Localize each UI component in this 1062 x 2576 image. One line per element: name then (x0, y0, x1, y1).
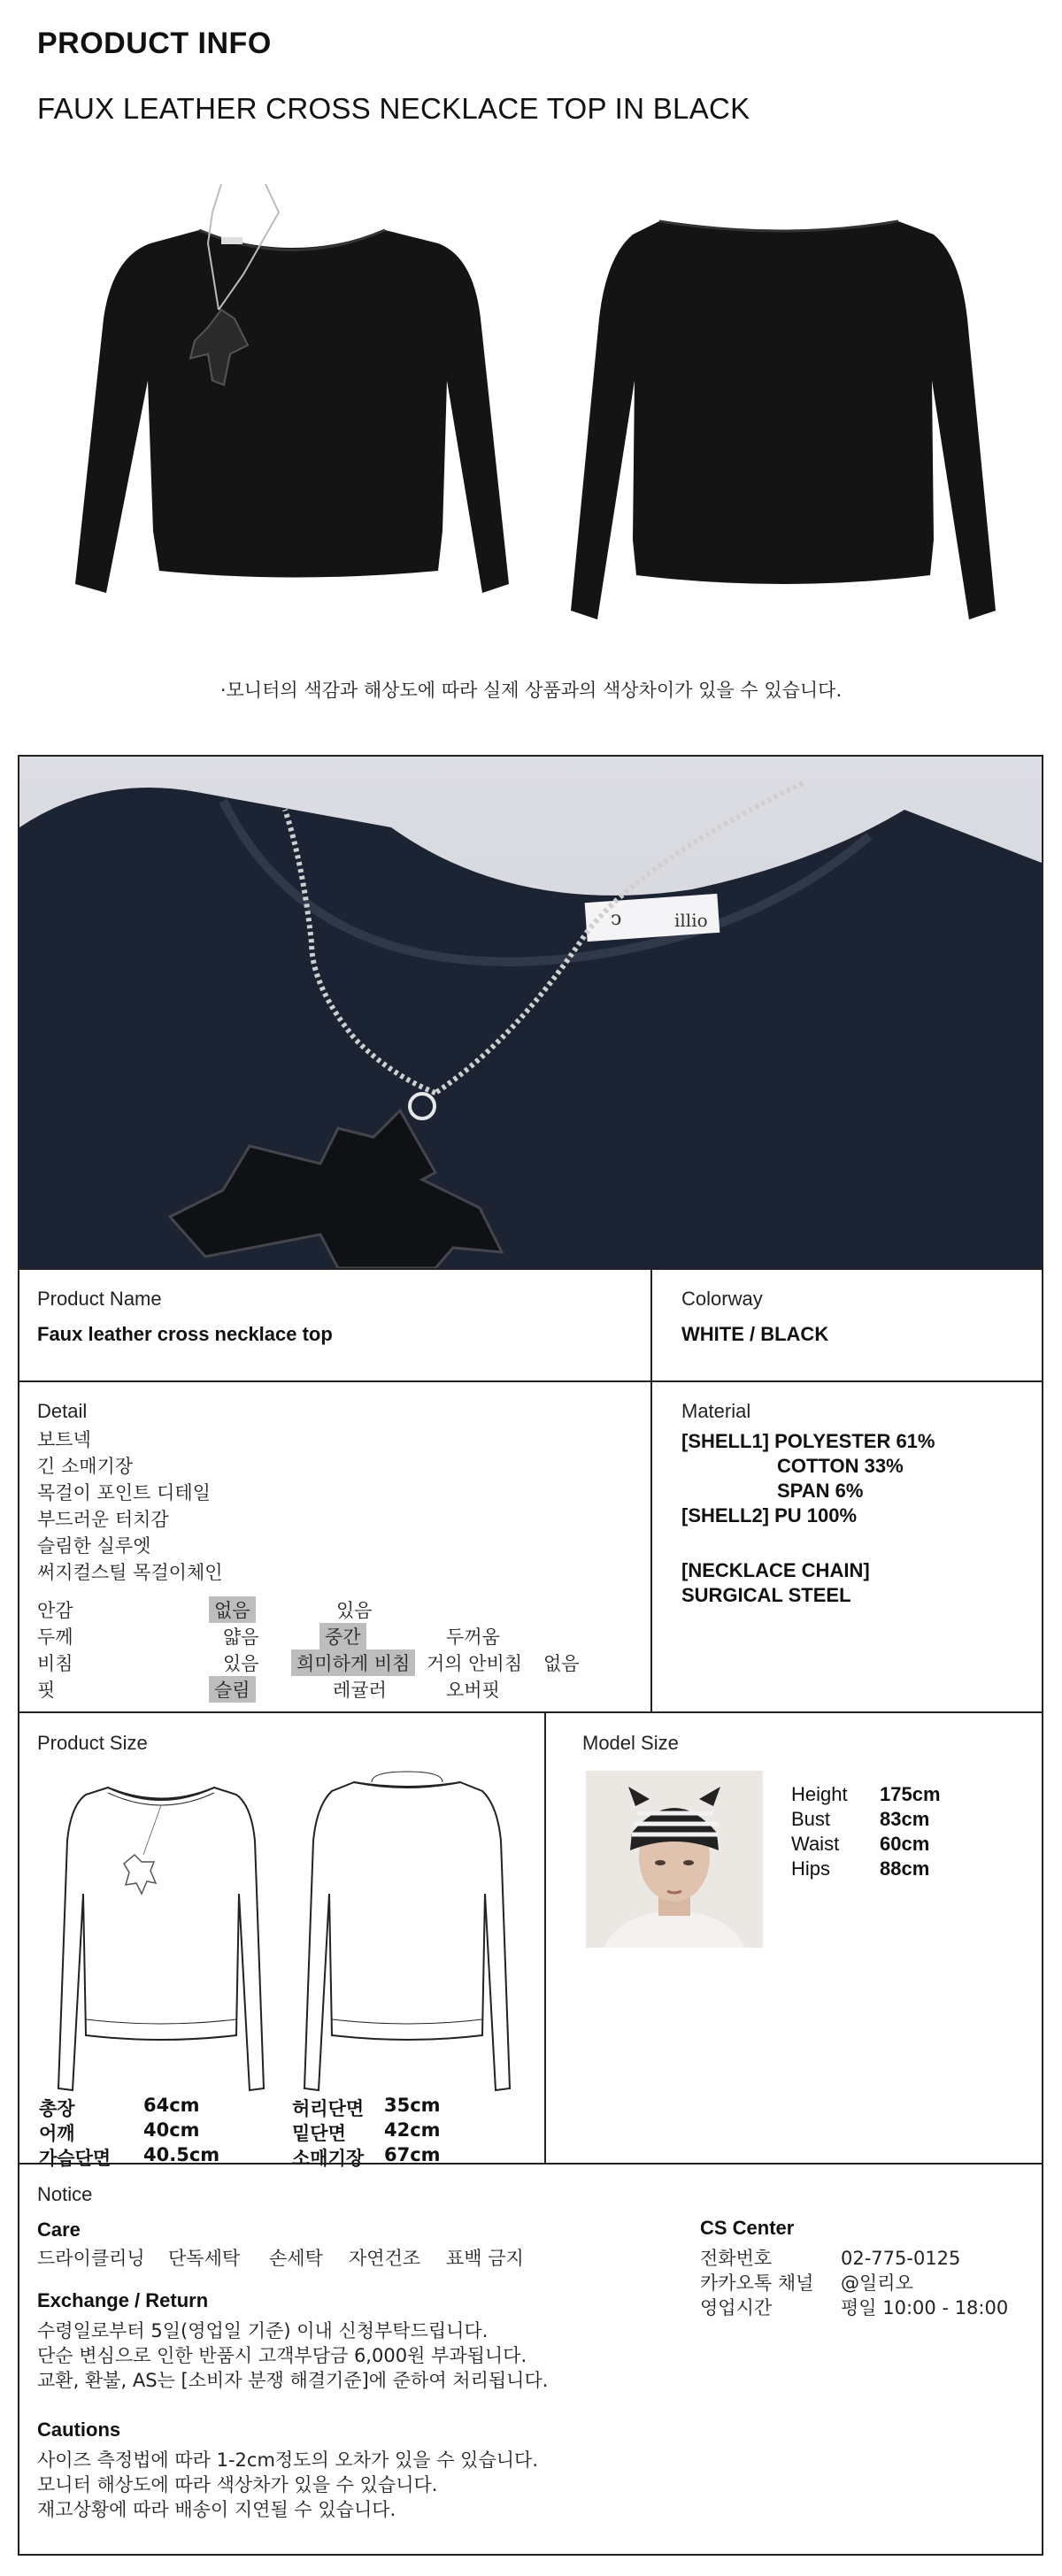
model-size-stats (791, 1783, 1021, 1889)
back-garment-image (562, 204, 1004, 637)
spec-option: 거의 안비침 (427, 1653, 523, 1674)
cs-row-name: 카카오톡 채널 (700, 2272, 814, 2294)
notice-label: Notice (37, 2183, 93, 2205)
spec-option: 오버핏 (446, 1680, 500, 1701)
exchange-line: 단순 변심으로 인한 반품시 고객부담금 6,000원 부과됩니다. (37, 2345, 527, 2366)
model-stat-value: 83cm (880, 1808, 930, 1830)
cs-row-name: 전화번호 (700, 2248, 773, 2269)
care-item: 단독세탁 (168, 2248, 241, 2269)
model-stat-value: 60cm (880, 1833, 930, 1855)
care-item: 자연건조 (349, 2248, 421, 2269)
cautions-line: 모니터 해상도에 따라 색상차가 있을 수 있습니다. (37, 2474, 438, 2495)
spec-option: 레귤러 (333, 1680, 387, 1701)
product-info-table (18, 755, 1043, 2556)
spec-row-sheerness (37, 1649, 586, 1676)
spec-option: 얇음 (223, 1626, 259, 1648)
spec-option-selected: 슬림 (209, 1676, 256, 1703)
material-line: [SHELL1] POLYESTER 61% (681, 1430, 935, 1452)
product-name-label: Product Name (37, 1288, 162, 1310)
measure-name: 가슴단면 (39, 2148, 112, 2169)
detail-item: 보트넥 (37, 1429, 91, 1450)
spec-option: 두꺼움 (446, 1626, 500, 1648)
label-tag-left: ↄ (611, 908, 622, 930)
material-list (681, 1429, 1035, 1608)
material-line: SURGICAL STEEL (681, 1584, 851, 1606)
colorway-label: Colorway (681, 1288, 763, 1310)
measure-value: 64cm (143, 2095, 200, 2116)
product-title: FAUX LEATHER CROSS NECKLACE TOP IN BLACK (37, 92, 750, 125)
spec-option-selected: 희미하게 비침 (291, 1649, 415, 1676)
model-stat-name: Height (791, 1783, 848, 1805)
page-title: PRODUCT INFO (37, 27, 272, 60)
care-item: 드라이클리닝 (37, 2248, 145, 2269)
detail-photo (19, 757, 1042, 1268)
exchange-line: 수령일로부터 5일(영업일 기준) 이내 신청부탁드립니다. (37, 2320, 489, 2341)
cs-center-title: CS Center (700, 2217, 795, 2239)
spec-row-lining (37, 1596, 586, 1623)
measure-name: 소매기장 (292, 2148, 365, 2169)
cs-row-value: 02-775-0125 (841, 2248, 961, 2269)
model-stat-name: Waist (791, 1833, 840, 1855)
detail-item: 써지컬스틸 목걸이체인 (37, 1562, 223, 1583)
measure-value: 40cm (143, 2119, 200, 2141)
cs-row-value: @일리오 (841, 2272, 913, 2294)
model-stat-name: Bust (791, 1808, 831, 1830)
spec-name: 비침 (37, 1653, 73, 1674)
model-stat-value: 88cm (880, 1857, 930, 1880)
detail-list (37, 1426, 223, 1586)
front-garment-image (66, 177, 518, 637)
measure-name: 밑단면 (292, 2123, 346, 2144)
detail-item: 부드러운 터치감 (37, 1509, 169, 1530)
measure-name: 총장 (39, 2098, 75, 2119)
label-tag-right: illio (674, 910, 708, 931)
detail-item: 긴 소매기장 (37, 1456, 134, 1477)
material-line: COTTON 33% (777, 1455, 904, 1477)
care-title: Care (37, 2218, 81, 2241)
monitor-color-note: ·모니터의 색감과 해상도에 따라 실제 상품과의 색상차이가 있을 수 있습니다. (219, 680, 843, 701)
detail-item: 슬림한 실루엣 (37, 1535, 151, 1557)
spec-name: 핏 (37, 1680, 56, 1701)
measure-name: 어깨 (39, 2123, 75, 2144)
detail-item: 목걸이 포인트 디테일 (37, 1482, 211, 1503)
spec-option: 없음 (543, 1653, 580, 1674)
measure-value: 67cm (384, 2144, 441, 2165)
spec-row-thickness (37, 1623, 586, 1649)
spec-name: 안감 (37, 1600, 73, 1621)
measure-value: 42cm (384, 2119, 441, 2141)
product-size-label: Product Size (37, 1732, 148, 1754)
flat-sketch-back (301, 1770, 513, 2106)
spec-option-selected: 중간 (319, 1623, 366, 1649)
model-size-label: Model Size (582, 1732, 679, 1754)
spec-name: 두께 (37, 1626, 73, 1648)
spec-row-fit (37, 1676, 586, 1703)
detail-label: Detail (37, 1400, 88, 1422)
cautions-title: Cautions (37, 2418, 121, 2441)
spec-option: 있음 (336, 1600, 373, 1621)
cs-row-name: 영업시간 (700, 2297, 773, 2318)
measure-name: 허리단면 (292, 2098, 365, 2119)
cautions-line: 재고상황에 따라 배송이 지연될 수 있습니다. (37, 2499, 396, 2520)
measure-value: 35cm (384, 2095, 441, 2116)
material-label: Material (681, 1400, 751, 1422)
model-photo (586, 1771, 763, 1948)
colorway-value: WHITE / BLACK (681, 1323, 829, 1345)
spec-option: 있음 (223, 1653, 259, 1674)
material-line: SPAN 6% (777, 1480, 864, 1502)
material-line: [NECKLACE CHAIN] (681, 1559, 870, 1581)
model-stat-name: Hips (791, 1857, 831, 1880)
measure-value: 40.5cm (143, 2144, 220, 2165)
exchange-title: Exchange / Return (37, 2289, 209, 2311)
material-line: [SHELL2] PU 100% (681, 1504, 858, 1526)
flat-sketch-front (55, 1770, 267, 2106)
exchange-line: 교환, 환불, AS는 [소비자 분쟁 해결기준]에 준하여 처리됩니다. (37, 2370, 549, 2391)
care-item: 손세탁 (269, 2248, 323, 2269)
care-item: 표백 금지 (446, 2248, 524, 2269)
cs-row-value: 평일 10:00 - 18:00 (841, 2297, 1009, 2318)
product-name-value: Faux leather cross necklace top (37, 1323, 333, 1345)
cautions-line: 사이즈 측정법에 따라 1-2cm정도의 오차가 있을 수 있습니다. (37, 2449, 538, 2471)
spec-option-selected: 없음 (209, 1596, 256, 1623)
model-stat-value: 175cm (880, 1783, 941, 1805)
